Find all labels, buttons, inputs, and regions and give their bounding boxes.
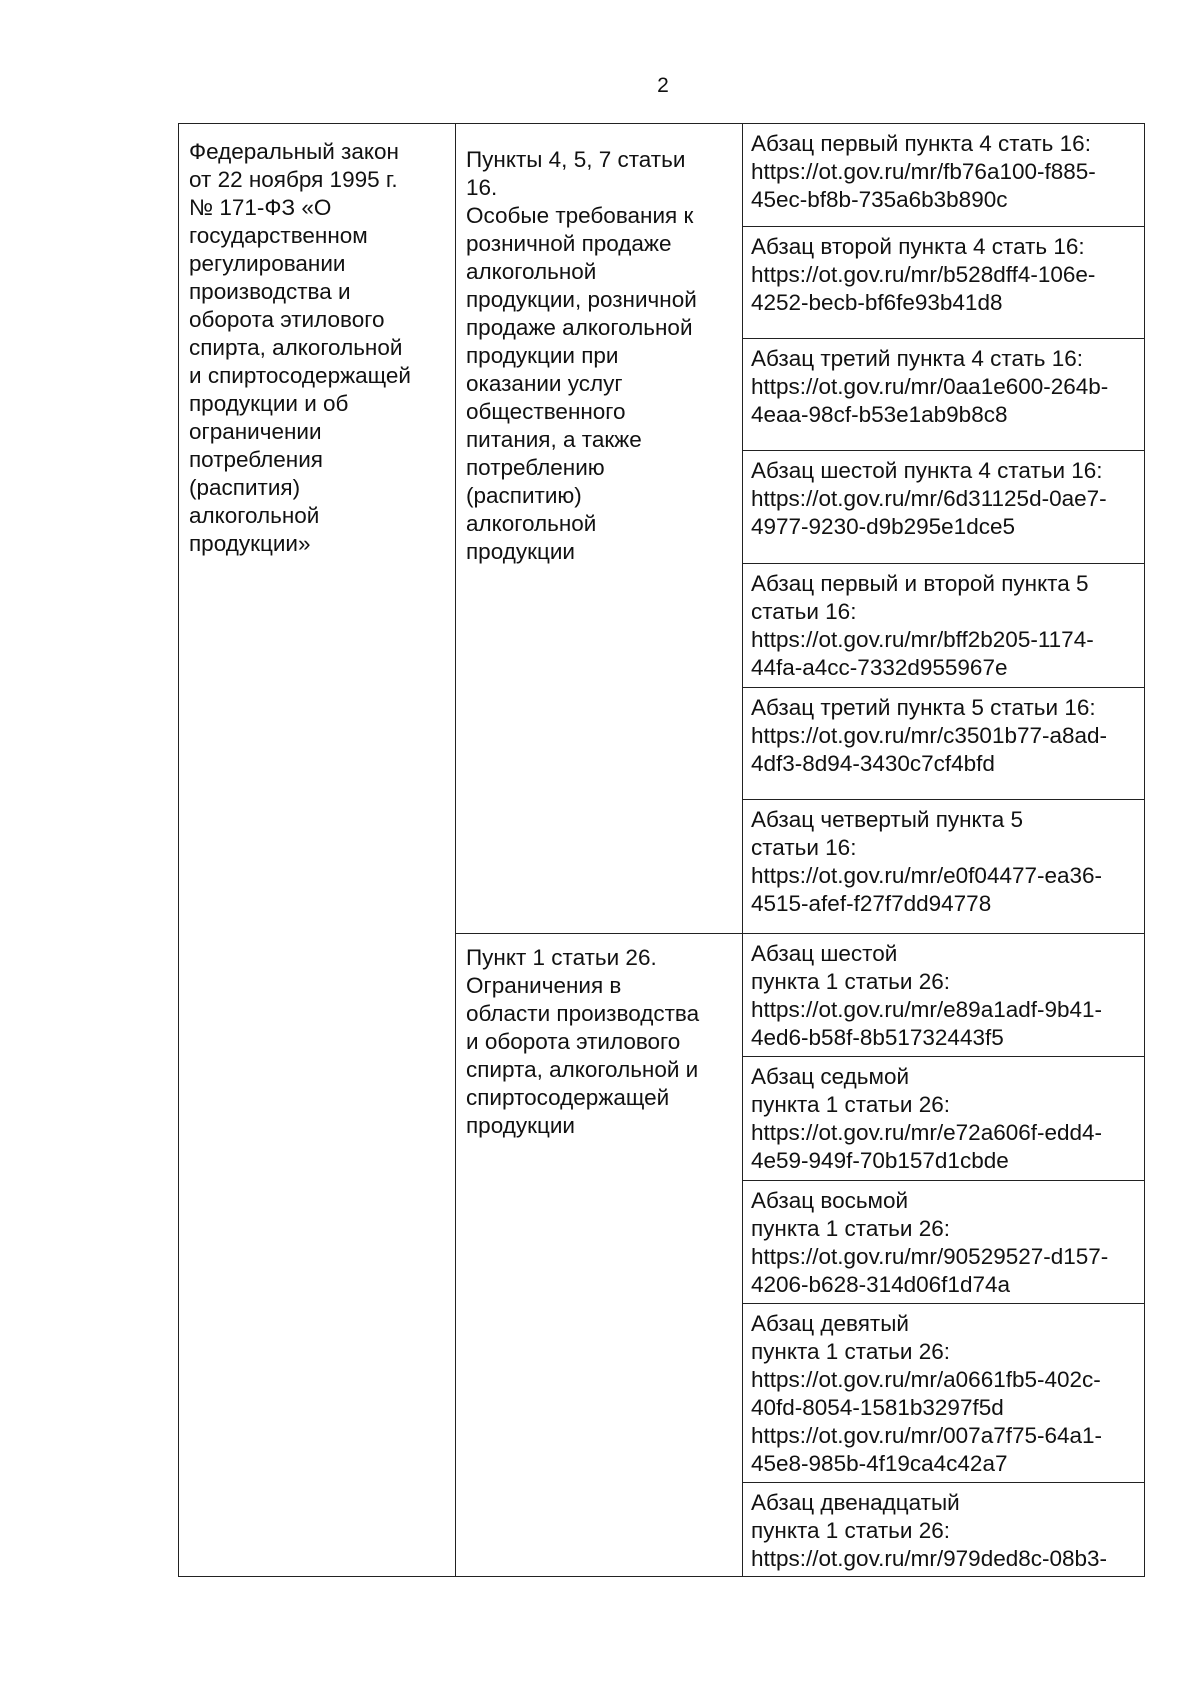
- text-line: Особые требования к: [466, 203, 694, 228]
- text-line: https://ot.gov.ru/mr/6d31125d-0ae7-: [751, 486, 1107, 511]
- text-line: Абзац шестой: [751, 941, 898, 966]
- text-line: Абзац седьмой: [751, 1064, 910, 1089]
- text-line: Абзац восьмой: [751, 1188, 909, 1213]
- reference-cell: [742, 1056, 1145, 1181]
- text-line: Пункты 4, 5, 7 статьи: [466, 147, 686, 172]
- text-line: 4df3-8d94-3430c7cf4bfd: [751, 751, 995, 776]
- text-line: области производства: [466, 1001, 700, 1026]
- text-line: https://ot.gov.ru/mr/e0f04477-ea36-: [751, 863, 1103, 888]
- text-line: продукции и об: [189, 391, 349, 416]
- text-line: 4206-b628-314d06f1d74a: [751, 1272, 1010, 1297]
- reference-cell: [742, 123, 1145, 227]
- text-line: ограничении: [189, 419, 322, 444]
- text-line: продукции: [466, 1113, 575, 1138]
- text-line: https://ot.gov.ru/mr/0aa1e600-264b-: [751, 374, 1109, 399]
- text-line: и спиртосодержащей: [189, 363, 411, 388]
- text-line: 4e59-949f-70b157d1cbde: [751, 1148, 1009, 1173]
- text-line: Абзац второй пункта 4 стать 16:: [751, 234, 1085, 259]
- reference-cell: [742, 933, 1145, 1057]
- text-line: https://ot.gov.ru/mr/c3501b77-a8ad-: [751, 723, 1108, 748]
- text-line: алкогольной: [466, 259, 597, 284]
- reference-cell: [742, 1180, 1145, 1304]
- text-line: 40fd-8054-1581b3297f5d: [751, 1395, 1004, 1420]
- text-line: пункта 1 статьи 26:: [751, 969, 950, 994]
- reference-cell: [742, 563, 1145, 688]
- text-line: (распитию): [466, 483, 582, 508]
- article-cell: [455, 123, 743, 934]
- text-line: 45e8-985b-4f19ca4c42a7: [751, 1451, 1008, 1476]
- text-line: Ограничения в: [466, 973, 622, 998]
- text-line: 4ed6-b58f-8b51732443f5: [751, 1025, 1004, 1050]
- text-line: 45ec-bf8b-735a6b3b890c: [751, 187, 1008, 212]
- text-line: Абзац шестой пункта 4 статьи 16:: [751, 458, 1103, 483]
- text-line: пункта 1 статьи 26:: [751, 1339, 950, 1364]
- article-cell: [455, 933, 743, 1577]
- reference-cell: [742, 450, 1145, 564]
- text-line: Абзац третий пункта 5 статьи 16:: [751, 695, 1096, 720]
- text-line: статьи 16:: [751, 835, 857, 860]
- text-line: пункта 1 статьи 26:: [751, 1092, 950, 1117]
- text-line: 16.: [466, 175, 498, 200]
- text-line: питания, а также: [466, 427, 642, 452]
- text-line: алкогольной: [466, 511, 597, 536]
- text-line: (распития): [189, 475, 301, 500]
- text-line: розничной продаже: [466, 231, 672, 256]
- text-line: и оборота этилового: [466, 1029, 681, 1054]
- law-cell: [178, 123, 456, 1577]
- text-line: Абзац третий пункта 4 стать 16:: [751, 346, 1084, 371]
- text-line: Пункт 1 статьи 26.: [466, 945, 657, 970]
- text-line: Абзац первый и второй пункта 5: [751, 571, 1089, 596]
- text-line: общественного: [466, 399, 626, 424]
- text-line: 4977-9230-d9b295e1dce5: [751, 514, 1015, 539]
- text-line: https://ot.gov.ru/mr/b528dff4-106e-: [751, 262, 1096, 287]
- text-line: регулировании: [189, 251, 346, 276]
- reference-cell: [742, 1482, 1145, 1577]
- text-line: от 22 ноября 1995 г.: [189, 167, 398, 192]
- text-line: 4515-afef-f27f7dd94778: [751, 891, 992, 916]
- text-line: Федеральный закон: [189, 139, 399, 164]
- text-line: потреблению: [466, 455, 605, 480]
- text-line: оказании услуг: [466, 371, 623, 396]
- text-line: алкогольной: [189, 503, 320, 528]
- reference-cell: [742, 687, 1145, 800]
- text-line: 44fa-a4cc-7332d955967e: [751, 655, 1008, 680]
- text-line: спирта, алкогольной и: [466, 1057, 699, 1082]
- text-line: производства и: [189, 279, 351, 304]
- text-line: https://ot.gov.ru/mr/e72a606f-edd4-: [751, 1120, 1103, 1145]
- text-line: пункта 1 статьи 26:: [751, 1518, 950, 1543]
- text-line: https://ot.gov.ru/mr/90529527-d157-: [751, 1244, 1109, 1269]
- text-line: Абзац девятый: [751, 1311, 909, 1336]
- reference-cell: [742, 226, 1145, 339]
- text-line: https://ot.gov.ru/mr/fb76a100-f885-: [751, 159, 1096, 184]
- text-line: https://ot.gov.ru/mr/a0661fb5-402c-: [751, 1367, 1101, 1392]
- text-line: https://ot.gov.ru/mr/979ded8c-08b3-: [751, 1546, 1108, 1571]
- reference-cell: [742, 338, 1145, 451]
- text-line: продукции при: [466, 343, 619, 368]
- text-line: спирта, алкогольной: [189, 335, 403, 360]
- text-line: https://ot.gov.ru/mr/007a7f75-64a1-: [751, 1423, 1103, 1448]
- reference-cell: [742, 1303, 1145, 1483]
- text-line: продукции»: [189, 531, 311, 556]
- text-line: Абзац четвертый пункта 5: [751, 807, 1023, 832]
- text-line: № 171-ФЗ «О: [189, 195, 332, 220]
- text-line: продукции, розничной: [466, 287, 697, 312]
- text-line: потребления: [189, 447, 323, 472]
- page-number: 2: [657, 74, 669, 97]
- text-line: статьи 16:: [751, 599, 857, 624]
- text-line: государственном: [189, 223, 368, 248]
- text-line: https://ot.gov.ru/mr/bff2b205-1174-: [751, 627, 1094, 652]
- text-line: спиртосодержащей: [466, 1085, 670, 1110]
- text-line: https://ot.gov.ru/mr/e89a1adf-9b41-: [751, 997, 1103, 1022]
- text-line: Абзац двенадцатый: [751, 1490, 960, 1515]
- text-line: продукции: [466, 539, 575, 564]
- text-line: оборота этилового: [189, 307, 385, 332]
- text-line: продаже алкогольной: [466, 315, 693, 340]
- text-line: Абзац первый пункта 4 стать 16:: [751, 131, 1091, 156]
- reference-cell: [742, 799, 1145, 934]
- text-line: 4252-becb-bf6fe93b41d8: [751, 290, 1003, 315]
- text-line: 4eaa-98cf-b53e1ab9b8c8: [751, 402, 1008, 427]
- text-line: пункта 1 статьи 26:: [751, 1216, 950, 1241]
